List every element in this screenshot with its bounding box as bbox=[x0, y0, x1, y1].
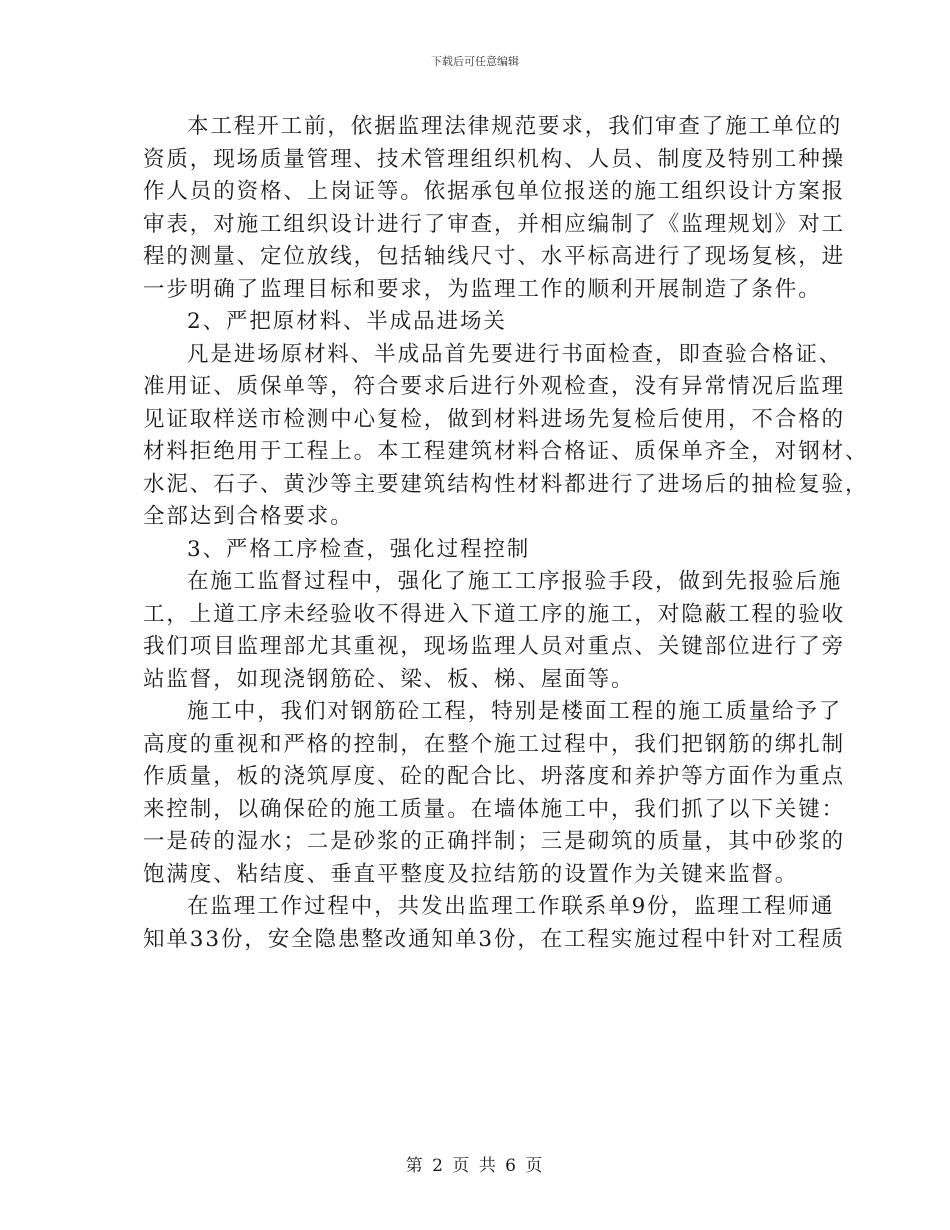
section-heading: 3、严格工序检查，强化过程控制 bbox=[187, 536, 531, 562]
text-line: 知单33份，安全隐患整改通知单3份，在工程实施过程中针对工程质 bbox=[143, 926, 845, 952]
page-number: 第 2 页 共 6 页 bbox=[405, 1156, 545, 1176]
text-line: 程的测量、定位放线，包括轴线尺寸、水平标高进行了现场复核，进 bbox=[143, 244, 846, 269]
text-line: 水泥、石子、黄沙等主要建筑结构性材料都进行了进场后的抽检复验， bbox=[143, 471, 869, 497]
text-line: 见证取样送市检测中心复检，做到材料进场先复检后使用，不合格的 bbox=[143, 406, 846, 432]
text-line: 站监督，如现浇钢筋砼、梁、板、梯、屋面等。 bbox=[143, 666, 635, 692]
page-header: 下载后可任意编辑 bbox=[431, 55, 519, 68]
text-line: 准用证、质保单等，符合要求后进行外观检查，没有异常情况后监理 bbox=[143, 374, 846, 399]
text-line: 全部达到合格要求。 bbox=[143, 504, 354, 529]
text-line: 来控制，以确保砼的施工质量。在墙体施工中，我们抓了以下关键： bbox=[143, 796, 846, 822]
text-line: 材料拒绝用于工程上。本工程建筑材料合格证、质保单齐全，对钢材、 bbox=[143, 439, 869, 464]
text-line: 作质量，板的浇筑厚度、砼的配合比、坍落度和养护等方面作为重点 bbox=[143, 764, 846, 789]
text-line: 作人员的资格、上岗证等。依据承包单位报送的施工组织设计方案报 bbox=[143, 179, 846, 204]
text-line: 我们项目监理部尤其重视，现场监理人员对重点、关键部位进行了旁 bbox=[143, 634, 846, 659]
text-line: 饱满度、粘结度、垂直平整度及拉结筋的设置作为关键来监督。 bbox=[143, 861, 799, 887]
text-line: 在施工监督过程中，强化了施工工序报验手段，做到先报验后施 bbox=[187, 569, 843, 594]
text-line: 审表，对施工组织设计进行了审查，并相应编制了《监理规划》对工 bbox=[143, 211, 846, 237]
text-line: 本工程开工前，依据监理法律规范要求，我们审查了施工单位的 bbox=[187, 114, 843, 139]
text-line: 一是砖的湿水；二是砂浆的正确拌制；三是砌筑的质量，其中砂浆的 bbox=[143, 829, 846, 854]
text-line: 一步明确了监理目标和要求，为监理工作的顺利开展制造了条件。 bbox=[143, 276, 822, 302]
text-line: 工，上道工序未经验收不得进入下道工序的施工，对隐蔽工程的验收 bbox=[143, 601, 846, 627]
text-line: 资质，现场质量管理、技术管理组织机构、人员、制度及特别工种操 bbox=[143, 146, 846, 172]
text-line: 施工中，我们对钢筋砼工程，特别是楼面工程的施工质量给予了 bbox=[187, 699, 843, 724]
document-body bbox=[143, 111, 869, 956]
section-heading: 2、严把原材料、半成品进场关 bbox=[187, 309, 507, 334]
text-line: 凡是进场原材料、半成品首先要进行书面检查，即查验合格证、 bbox=[187, 341, 843, 367]
text-line: 高度的重视和严格的控制，在整个施工过程中，我们把钢筋的绑扎制 bbox=[143, 731, 846, 757]
text-line: 在监理工作过程中，共发出监理工作联系单9份，监理工程师通 bbox=[187, 894, 835, 919]
